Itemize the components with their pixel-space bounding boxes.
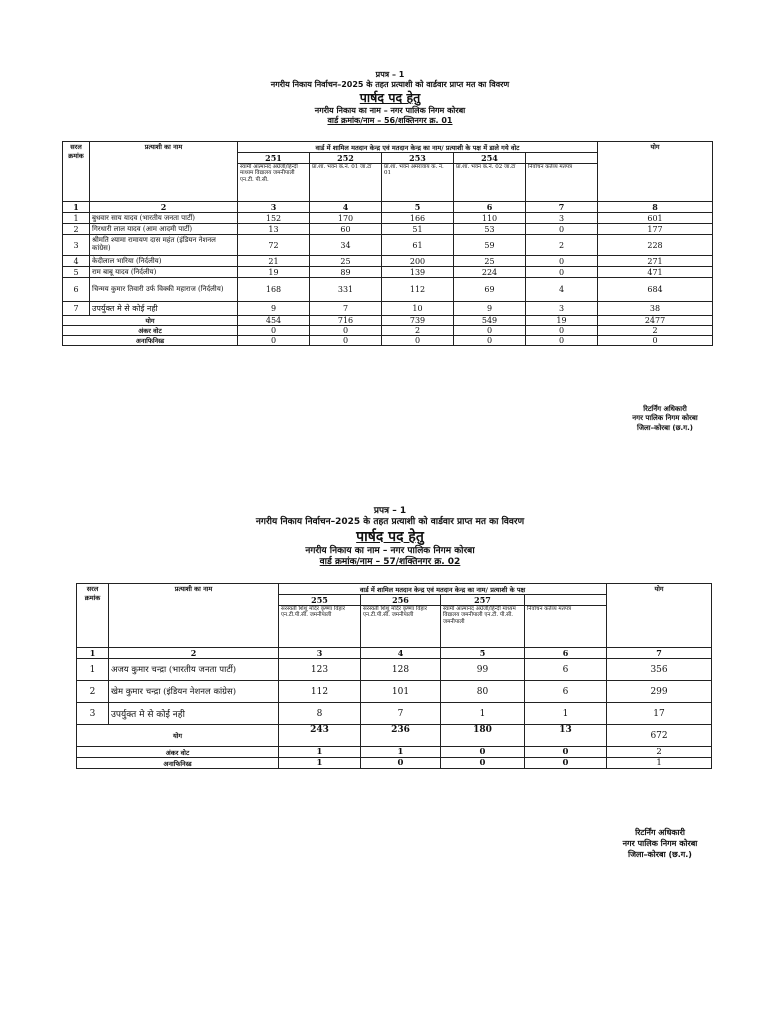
summary-cell: 236 <box>361 725 441 747</box>
vote-cell: 128 <box>361 659 441 681</box>
summary-cell: 739 <box>382 316 454 326</box>
vote-cell: 112 <box>382 278 454 302</box>
summary-cell: 243 <box>279 725 361 747</box>
summary-total: 2 <box>598 326 713 336</box>
vote-cell: 1 <box>525 703 607 725</box>
booth-number: 255 <box>279 595 361 606</box>
table-row <box>77 659 712 681</box>
serial-number: 6 <box>63 278 90 302</box>
summary-cell: 1 <box>279 747 361 758</box>
booth-name: सरस्वती शिशु मंदिर कृष्णा विहार एन.टी.पी.सी. जमनीपाली <box>279 606 361 648</box>
col-number: 7 <box>607 648 712 659</box>
booth-number: 257 <box>441 595 525 606</box>
booth-number: 253 <box>382 153 454 164</box>
summary-row <box>63 336 713 346</box>
post-title: पार्षद पद हेतु <box>356 528 424 545</box>
summary-label: योग <box>77 725 279 747</box>
col-booths-header: वार्ड में शामिल मतदान केन्द्र एवं मतदान केन्द्र का नाम/ प्रत्याशी के पक्ष में डाले गये वोट <box>238 142 598 153</box>
vote-cell: 110 <box>454 213 526 224</box>
booth-name: प्रा.शा. भवन क.नं. 01 जा.टा <box>310 164 382 202</box>
vote-cell: 168 <box>238 278 310 302</box>
signature-line: नगर पालिक निगम कोरबा <box>622 838 698 848</box>
vote-cell: 21 <box>238 256 310 267</box>
summary-cell: 0 <box>526 326 598 336</box>
summary-row <box>77 758 712 769</box>
booth-name: निर्वाचन कर्तव्य मतपत्र <box>525 606 607 648</box>
col-candidate-header: प्रत्याशी का नाम <box>90 142 238 202</box>
serial-number: 1 <box>77 659 109 681</box>
summary-total: 672 <box>607 725 712 747</box>
summary-cell: 19 <box>526 316 598 326</box>
col-number: 8 <box>598 202 713 213</box>
table-row <box>63 256 713 267</box>
vote-cell: 0 <box>526 267 598 278</box>
booth-number: 251 <box>238 153 310 164</box>
vote-cell: 7 <box>310 302 382 316</box>
summary-cell: 0 <box>238 326 310 336</box>
col-number: 1 <box>77 648 109 659</box>
summary-cell: 0 <box>441 747 525 758</box>
summary-label: अनाफिनिस्ड <box>77 758 279 769</box>
ward-name: वार्ड क्रमांक/नाम – 57/शक्तिनगर क्र. 02 <box>319 557 461 568</box>
total-cell: 684 <box>598 278 713 302</box>
results-table <box>76 583 712 769</box>
serial-number: 5 <box>63 267 90 278</box>
summary-cell: 549 <box>454 316 526 326</box>
form-label: प्रपत्र – 1 <box>375 70 405 79</box>
table-row <box>63 224 713 235</box>
results-table <box>62 141 713 346</box>
col-number: 5 <box>441 648 525 659</box>
summary-cell: 454 <box>238 316 310 326</box>
ward-name: वार्ड क्रमांक/नाम – 56/शक्तिनगर क्र. 01 <box>327 115 453 125</box>
booth-number: 256 <box>361 595 441 606</box>
vote-cell: 51 <box>382 224 454 235</box>
summary-cell: 0 <box>454 336 526 346</box>
post-title: पार्षद पद हेतु <box>359 90 421 105</box>
summary-total: 0 <box>598 336 713 346</box>
summary-total: 2477 <box>598 316 713 326</box>
summary-cell: 0 <box>310 336 382 346</box>
booth-name: प्रा.शा. भवन क.नं. 02 जा.टा <box>454 164 526 202</box>
total-cell: 356 <box>607 659 712 681</box>
vote-cell: 101 <box>361 681 441 703</box>
summary-row <box>77 747 712 758</box>
candidate-name: अजय कुमार चन्द्रा (भारतीय जनता पार्टी) <box>109 659 279 681</box>
summary-cell: 716 <box>310 316 382 326</box>
summary-label: अंकर वोट <box>77 747 279 758</box>
vote-cell: 60 <box>310 224 382 235</box>
total-cell: 601 <box>598 213 713 224</box>
col-number: 4 <box>310 202 382 213</box>
booth-name: स्वामी आत्मानंद अंग्रेजी/हिन्दी माध्यम विद्यालय जमनीपाली एन.टी. पी.सी. जमनीपाली <box>441 606 525 648</box>
summary-total: 2 <box>607 747 712 758</box>
vote-cell: 89 <box>310 267 382 278</box>
summary-row <box>63 316 713 326</box>
summary-cell: 0 <box>526 336 598 346</box>
vote-cell: 6 <box>525 659 607 681</box>
candidate-name: चिन्मय कुमार तिवारी उर्फ विक्की महाराज (निर्दलीय) <box>90 278 238 302</box>
vote-cell: 1 <box>441 703 525 725</box>
vote-cell: 25 <box>310 256 382 267</box>
total-cell: 271 <box>598 256 713 267</box>
candidate-name: श्रीमति श्यामा रामायण दास महंत (इंडियन नेशनल कांग्रेस) <box>90 235 238 256</box>
total-cell: 177 <box>598 224 713 235</box>
table-row <box>63 213 713 224</box>
vote-cell: 69 <box>454 278 526 302</box>
col-number: 2 <box>90 202 238 213</box>
vote-cell: 7 <box>361 703 441 725</box>
vote-cell: 139 <box>382 267 454 278</box>
table-row <box>63 267 713 278</box>
candidate-name: उपर्युक्त मे से कोई नही <box>109 703 279 725</box>
col-serial-header: सरल क्रमांक <box>63 142 90 202</box>
vote-cell: 200 <box>382 256 454 267</box>
total-cell: 471 <box>598 267 713 278</box>
vote-cell: 4 <box>526 278 598 302</box>
booth-name: निर्वाचन कर्तव्य मतपत्र <box>526 164 598 202</box>
vote-cell: 166 <box>382 213 454 224</box>
vote-cell: 8 <box>279 703 361 725</box>
summary-cell: 2 <box>382 326 454 336</box>
vote-cell: 2 <box>526 235 598 256</box>
serial-number: 3 <box>77 703 109 725</box>
summary-cell: 1 <box>361 747 441 758</box>
vote-cell: 170 <box>310 213 382 224</box>
col-number: 4 <box>361 648 441 659</box>
vote-cell: 53 <box>454 224 526 235</box>
signature-line: जिला–कोरबा (छ.ग.) <box>628 849 692 859</box>
summary-cell: 0 <box>361 758 441 769</box>
signature-line: नगर पालिक निगम कोरबा <box>632 414 698 423</box>
vote-cell: 34 <box>310 235 382 256</box>
booth-number <box>525 595 607 606</box>
col-number: 5 <box>382 202 454 213</box>
summary-cell: 0 <box>238 336 310 346</box>
vote-cell: 6 <box>525 681 607 703</box>
booth-name: सरस्वती शिशु मंदिर कृष्णा विहार एन.टी.पी.सी. जमनीपाली <box>361 606 441 648</box>
serial-number: 1 <box>63 213 90 224</box>
serial-number: 2 <box>77 681 109 703</box>
col-number: 6 <box>454 202 526 213</box>
vote-cell: 3 <box>526 213 598 224</box>
signature-line: जिला–कोरबा (छ.ग.) <box>637 423 693 432</box>
total-cell: 38 <box>598 302 713 316</box>
total-cell: 299 <box>607 681 712 703</box>
vote-cell: 0 <box>526 224 598 235</box>
col-booths-header: वार्ड में शामिल मतदान केन्द्र एवं मतदान केन्द्र का नाम/ प्रत्याशी के पक्ष <box>279 584 607 595</box>
report-title: नगरीय निकाय निर्वाचन–2025 के तहत प्रत्याशी को वार्डवार प्राप्त मत का विवरण <box>255 517 525 528</box>
candidate-name: बुधवार साय यादव (भारतीय जनता पार्टी) <box>90 213 238 224</box>
vote-cell: 25 <box>454 256 526 267</box>
summary-label: योग <box>63 316 238 326</box>
summary-cell: 13 <box>525 725 607 747</box>
candidate-name: केदीलाल भारिया (निर्दलीय) <box>90 256 238 267</box>
summary-cell: 0 <box>382 336 454 346</box>
summary-cell: 180 <box>441 725 525 747</box>
col-number: 2 <box>109 648 279 659</box>
col-total-header: योग <box>598 142 713 202</box>
vote-cell: 9 <box>238 302 310 316</box>
col-number: 3 <box>279 648 361 659</box>
vote-cell: 61 <box>382 235 454 256</box>
candidate-name: उपर्युक्त मे से कोई नही <box>90 302 238 316</box>
vote-cell: 59 <box>454 235 526 256</box>
doc1-header <box>0 70 780 126</box>
vote-cell: 224 <box>454 267 526 278</box>
vote-cell: 72 <box>238 235 310 256</box>
serial-number: 2 <box>63 224 90 235</box>
summary-cell: 0 <box>525 747 607 758</box>
body-name: नगरीय निकाय का नाम – नगर पालिक निगम कोरबा <box>314 105 466 115</box>
booth-name: स्वामी आत्मानंद अंग्रेजी/हिन्दी माध्यम विद्यालय जमनीपाली एन.टी. पी.सी. <box>238 164 310 202</box>
col-number: 7 <box>526 202 598 213</box>
form-label: प्रपत्र – 1 <box>373 506 407 516</box>
vote-cell: 331 <box>310 278 382 302</box>
summary-cell: 0 <box>525 758 607 769</box>
body-name: नगरीय निकाय का नाम – नगर पालिक निगम कोरबा <box>305 546 475 556</box>
vote-cell: 10 <box>382 302 454 316</box>
signature-line: रिटर्निंग अधिकारी <box>643 405 687 413</box>
signature-line: रिटर्निंग अधिकारी <box>635 828 685 837</box>
col-serial-header: सरल क्रमांक <box>77 584 109 648</box>
total-cell: 17 <box>607 703 712 725</box>
vote-cell: 19 <box>238 267 310 278</box>
summary-total: 1 <box>607 758 712 769</box>
returning-officer-signature <box>600 405 730 433</box>
vote-cell: 123 <box>279 659 361 681</box>
summary-label: अनाफिनिस्ड <box>63 336 238 346</box>
table-row <box>63 302 713 316</box>
table-row <box>63 235 713 256</box>
table-row <box>77 681 712 703</box>
table-row <box>77 703 712 725</box>
table-row <box>63 278 713 302</box>
col-number: 6 <box>525 648 607 659</box>
vote-cell: 9 <box>454 302 526 316</box>
returning-officer-signature <box>590 828 730 860</box>
summary-cell: 0 <box>441 758 525 769</box>
doc2-header <box>0 506 780 569</box>
summary-label: अंकर वोट <box>63 326 238 336</box>
col-candidate-header: प्रत्याशी का नाम <box>109 584 279 648</box>
candidate-name: खेम कुमार चन्द्रा (इंडियन नेशनल कांग्रेस) <box>109 681 279 703</box>
col-number: 1 <box>63 202 90 213</box>
vote-cell: 152 <box>238 213 310 224</box>
serial-number: 3 <box>63 235 90 256</box>
booth-name: प्रा.शा. भवन अमरावाय क. नं. 01 <box>382 164 454 202</box>
summary-cell: 0 <box>454 326 526 336</box>
vote-cell: 0 <box>526 256 598 267</box>
vote-cell: 3 <box>526 302 598 316</box>
candidate-name: राम बाबू यादव (निर्दलीय) <box>90 267 238 278</box>
vote-cell: 99 <box>441 659 525 681</box>
serial-number: 4 <box>63 256 90 267</box>
col-total-header: योग <box>607 584 712 648</box>
vote-cell: 80 <box>441 681 525 703</box>
booth-number: 252 <box>310 153 382 164</box>
booth-number <box>526 153 598 164</box>
summary-row <box>63 326 713 336</box>
summary-cell: 1 <box>279 758 361 769</box>
summary-cell: 0 <box>310 326 382 336</box>
vote-cell: 112 <box>279 681 361 703</box>
report-title: नगरीय निकाय निर्वाचन–2025 के तहत प्रत्याशी को वार्डवार प्राप्त मत का विवरण <box>270 80 510 89</box>
col-number: 3 <box>238 202 310 213</box>
vote-cell: 13 <box>238 224 310 235</box>
booth-number: 254 <box>454 153 526 164</box>
summary-row <box>77 725 712 747</box>
candidate-name: गिरधारी लाल यादव (आम आदमी पार्टी) <box>90 224 238 235</box>
total-cell: 228 <box>598 235 713 256</box>
serial-number: 7 <box>63 302 90 316</box>
